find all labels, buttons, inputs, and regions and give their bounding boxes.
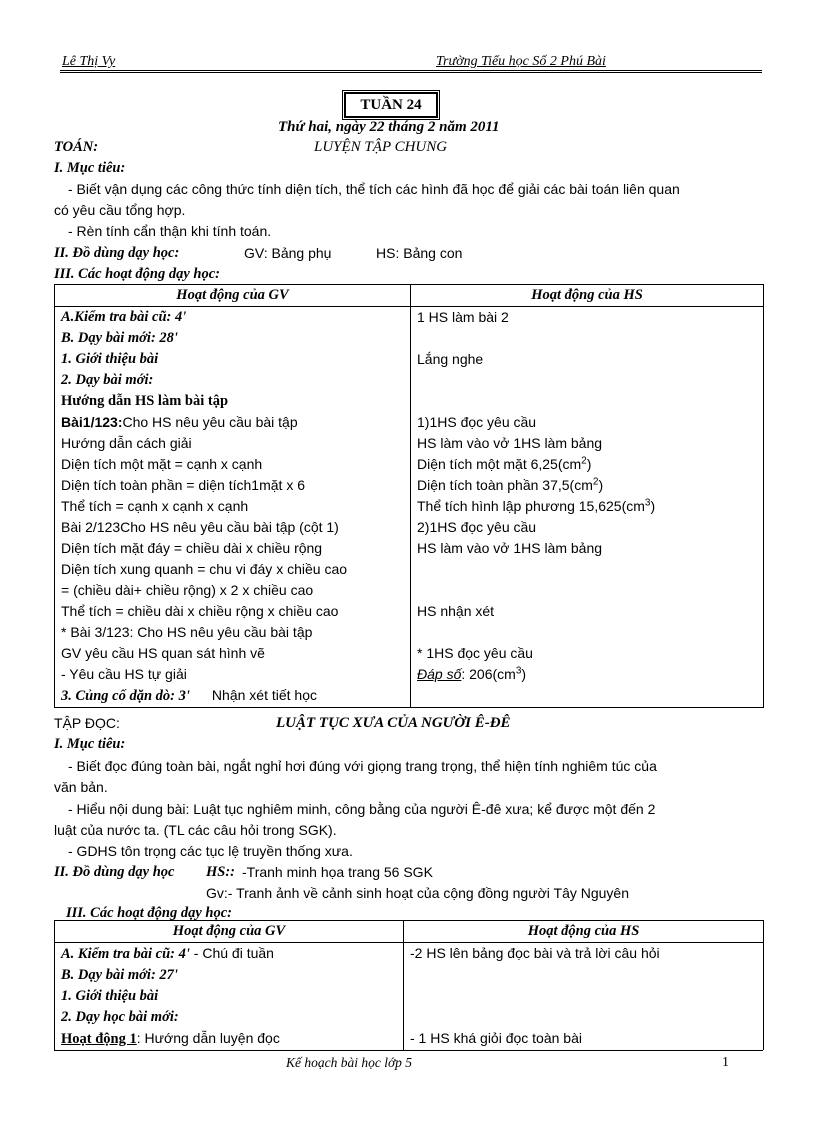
table-cell-gv: 1. Giới thiệu bài (55, 349, 411, 370)
table-header-student: Hoạt động của HS (411, 285, 764, 307)
header-divider (60, 70, 762, 73)
table-cell-gv: Hướng dẫn cách giải (55, 433, 411, 454)
exercise-instruction: Cho HS nêu yêu cầu bài tập (122, 414, 298, 430)
lesson2-activities-heading: III. Các hoạt động dạy học: (66, 905, 232, 921)
lesson2-title: LUẬT TỤC XƯA CỦA NGƯỜI Ê-ĐÊ (276, 715, 511, 731)
table-cell-hs (411, 391, 764, 412)
table-cell-hs (411, 580, 764, 601)
review-topic: - Chú đi tuần (189, 945, 274, 961)
footer-text: Kế hoạch bài học lớp 5 (286, 1055, 413, 1070)
answer-end: ) (598, 477, 604, 493)
week-title: TUẦN 24 (344, 92, 438, 118)
lesson2-materials-hs-label: HS:: (206, 864, 235, 880)
lesson2-materials-gv: Gv:- Tranh ảnh về cảnh sinh hoạt của cộng đồng người Tây Nguyên (206, 885, 630, 901)
table-header-student: Hoạt động của HS (404, 921, 764, 943)
table-cell-gv: - Yêu cầu HS tự giải (55, 664, 411, 685)
footer-divider (54, 1050, 763, 1051)
lesson1-title: LUYỆN TẬP CHUNG (314, 139, 448, 155)
table-header-teacher: Hoạt động của GV (55, 285, 411, 307)
answer-text: Diện tích toàn phần 37,5(cm (417, 477, 593, 493)
table-cell-hs (404, 965, 764, 986)
table-header-teacher: Hoạt động của GV (55, 921, 404, 943)
table-cell-hs: HS nhận xét (411, 601, 764, 622)
table-cell-hs: - 1 HS khá giỏi đọc toàn bài (404, 1028, 764, 1050)
lesson1-objectives-heading: I. Mục tiêu: (54, 160, 126, 176)
table-cell-gv: 2. Dạy học bài mới: (55, 1007, 404, 1028)
lesson1-materials-hs: HS: Bảng con (376, 245, 463, 261)
table-cell-hs (411, 622, 764, 643)
table-cell-gv: Thể tích = chiều dài x chiều rộng x chiều cao (55, 601, 411, 622)
review-step: A. Kiểm tra bài cũ: 4' (61, 946, 190, 962)
table-cell-hs: -2 HS lên bảng đọc bài và trả lời câu hỏi (404, 943, 764, 966)
table-cell-gv: 1. Giới thiệu bài (55, 986, 404, 1007)
table-cell-gv: 2. Dạy bài mới: (55, 370, 411, 391)
lesson1-objective-1a: - Biết vận dụng các công thức tính diện tích, thể tích các hình đã học để giải các bài toán liên quan (68, 181, 680, 197)
table-cell-gv: Thể tích = cạnh x cạnh x cạnh (55, 496, 411, 517)
table-cell-hs: Lắng nghe (411, 349, 764, 370)
lesson2-objective-2b: luật của nước ta. (TL các câu hỏi trong SGK). (54, 822, 337, 838)
lesson2-objective-2a: - Hiểu nội dung bài: Luật tục nghiêm minh, công bằng của người Ê-đê xưa; kể được một đến 2 (68, 801, 656, 817)
answer-end: ) (521, 666, 527, 682)
activity-label: Hoạt động 1 (61, 1031, 137, 1047)
table-cell-hs (411, 685, 764, 708)
table-cell-hs (411, 454, 764, 475)
answer-label: Đáp số (417, 666, 462, 682)
lesson1-materials-gv: GV: Bảng phụ (244, 245, 332, 261)
lesson2-subject: TẬP ĐỌC: (54, 715, 120, 731)
lesson1-subject: TOÁN: (54, 139, 99, 155)
table-cell-gv: GV yêu cầu HS quan sát hình vẽ (55, 643, 411, 664)
table-cell-gv (55, 943, 404, 966)
closing-step: 3. Củng cố dặn dò: 3' (61, 688, 190, 704)
table-cell-hs: 1)1HS đọc yêu cầu (411, 412, 764, 433)
table-cell-gv: Diện tích xung quanh = chu vi đáy x chiều cao (55, 559, 411, 580)
table-cell-gv: Diện tích toàn phần = diện tích1mặt x 6 (55, 475, 411, 496)
header-school-name: Trường Tiểu học Số 2 Phú Bài (436, 54, 606, 69)
answer-text: Thể tích hình lập phương 15,625(cm (417, 498, 645, 514)
lesson1-objective-2: - Rèn tính cẩn thận khi tính toán. (68, 223, 272, 239)
lesson-date: Thứ hai, ngày 22 tháng 2 năm 2011 (278, 119, 500, 135)
unit-exponent: 2 (581, 455, 587, 467)
table-cell-hs: * 1HS đọc yêu cầu (411, 643, 764, 664)
table-cell-gv: Diện tích mặt đáy = chiều dài x chiều rộng (55, 538, 411, 559)
header-teacher-name: Lê Thị Vy (62, 54, 116, 69)
lesson1-activity-table (54, 284, 764, 708)
unit-exponent: 3 (644, 497, 651, 509)
table-cell-gv: A.Kiểm tra bài cũ: 4' (55, 307, 411, 329)
lesson1-materials-heading: II. Đồ dùng dạy học: (54, 245, 180, 261)
table-cell-hs (404, 1007, 764, 1028)
table-cell-gv (55, 412, 411, 433)
unit-exponent: 2 (592, 476, 599, 488)
table-cell-hs (411, 370, 764, 391)
table-cell-gv (55, 685, 411, 708)
table-cell-gv: Hướng dẫn HS làm bài tập (55, 391, 411, 412)
answer-text: Diện tích một mặt 6,25(cm (417, 456, 582, 472)
table-cell-hs (404, 986, 764, 1007)
lesson2-objective-3: - GDHS tôn trọng các tục lệ truyền thống xưa. (68, 843, 353, 859)
unit-exponent: 3 (515, 665, 522, 677)
table-cell-gv: Bài 2/123Cho HS nêu yêu cầu bài tập (cột 1) (55, 517, 411, 538)
table-cell-hs (411, 328, 764, 349)
activity-description: : Hướng dẫn luyện đọc (136, 1030, 280, 1046)
answer-text: : 206(cm (461, 666, 516, 682)
table-cell-hs (411, 664, 764, 685)
lesson2-materials-heading: II. Đồ dùng dạy học (54, 864, 175, 880)
table-cell-hs: HS làm vào vở 1HS làm bảng (411, 538, 764, 559)
lesson1-activities-heading: III. Các hoạt động dạy học: (54, 266, 220, 282)
lesson2-objective-1b: văn bản. (54, 779, 108, 795)
answer-end: ) (586, 456, 592, 472)
table-cell-gv: B. Dạy bài mới: 27' (55, 965, 404, 986)
answer-end: ) (650, 498, 656, 514)
table-cell-hs: HS làm vào vở 1HS làm bảng (411, 433, 764, 454)
table-cell-gv: * Bài 3/123: Cho HS nêu yêu cầu bài tập (55, 622, 411, 643)
closing-note: Nhận xét tiết học (211, 687, 317, 703)
lesson1-objective-1b: có yêu cầu tổng hợp. (54, 202, 186, 218)
table-cell-gv (55, 1028, 404, 1050)
table-cell-gv: B. Dạy bài mới: 28' (55, 328, 411, 349)
lesson2-objectives-heading: I. Mục tiêu: (54, 736, 126, 752)
page-number: 1 (722, 1055, 729, 1070)
exercise-label: Bài1/123: (61, 414, 123, 430)
table-cell-hs (411, 496, 764, 517)
lesson2-activity-table (54, 920, 764, 1050)
table-cell-gv: Diện tích một mặt = cạnh x cạnh (55, 454, 411, 475)
table-cell-hs: 2)1HS đọc yêu cầu (411, 517, 764, 538)
table-cell-hs: 1 HS làm bài 2 (411, 307, 764, 329)
lesson2-materials-hs: -Tranh minh họa trang 56 SGK (242, 864, 433, 880)
lesson2-objective-1a: - Biết đọc đúng toàn bài, ngắt nghỉ hơi đúng với giọng trang trọng, thể hiện tính nghiêm túc của (68, 758, 657, 774)
table-cell-gv: = (chiều dài+ chiều rộng) x 2 x chiều cao (55, 580, 411, 601)
table-cell-hs (411, 475, 764, 496)
table-cell-hs (411, 559, 764, 580)
